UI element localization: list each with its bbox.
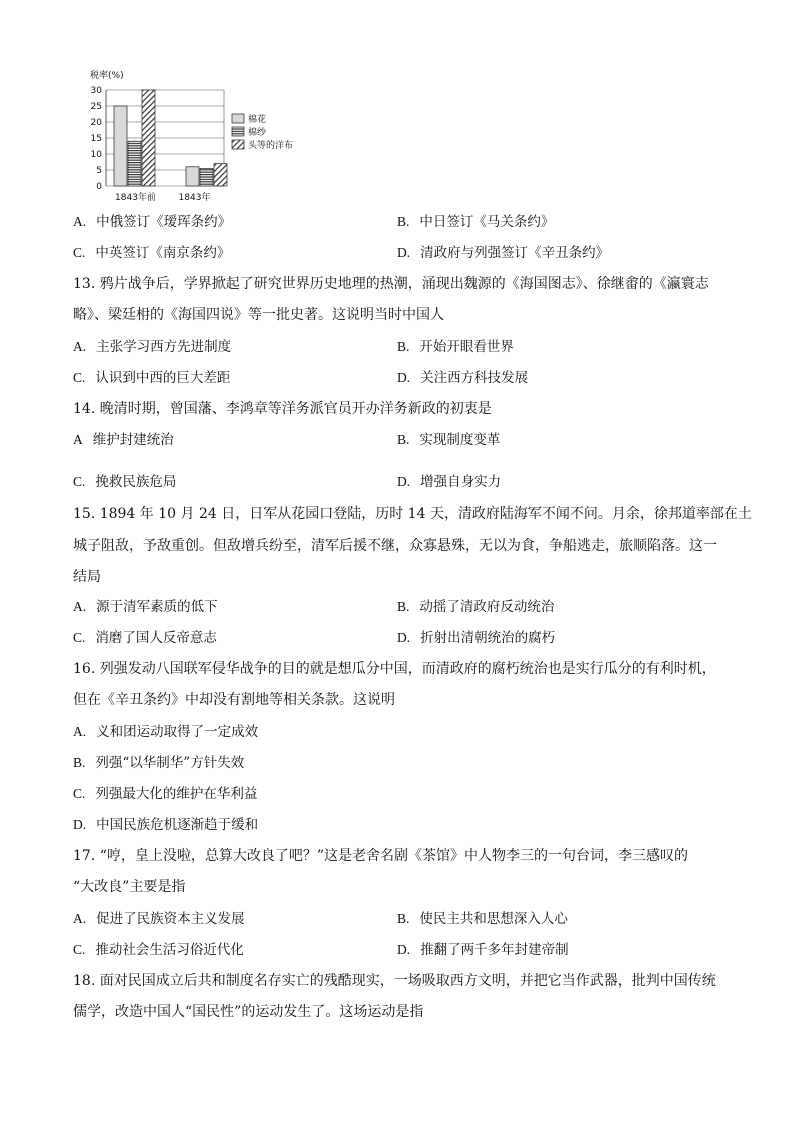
q15-stem-line-2: 城子阻敌，予敌重创。但敌增兵纷至，清军后援不继，众寡悬殊，无以为食，争船逃走，旅顺陷落。这一 [73, 538, 717, 554]
legend-swatch [232, 127, 244, 136]
y-tick-label: 0 [96, 182, 102, 192]
q15-option-c[interactable] [73, 630, 217, 646]
q14-stem-line-1: 14. 晚清时期，曾国藩、李鸿章等洋务派官员开办洋务新政的初衷是 [73, 401, 492, 417]
q13-option-d[interactable] [397, 370, 528, 386]
option-letter: B. [397, 339, 410, 354]
option-letter: D. [397, 474, 411, 489]
option-text: 动摇了清政府反动统治 [419, 599, 555, 615]
q12-option-b[interactable] [397, 214, 554, 230]
q13-stem-line-2: 略》、梁廷枏的《海国四说》等一批史著。这说明当时中国人 [73, 307, 444, 323]
q16-option-d[interactable] [73, 817, 258, 833]
legend-label: 棉纱 [248, 128, 267, 138]
option-text: 列强最大化的维护在华利益 [95, 786, 258, 802]
q17-stem-line-2: “大改良”主要是指 [73, 879, 186, 895]
q16-stem-line-2: 但在《辛丑条约》中却没有割地等相关条款。这说明 [73, 692, 395, 708]
q12-option-d[interactable] [397, 245, 609, 261]
legend-label: 头等的洋布 [248, 141, 294, 151]
option-text: 列强“以华制华”方针失效 [95, 755, 245, 771]
option-text: 促进了民族资本主义发展 [96, 911, 245, 927]
option-text: 中俄签订《瑷珲条约》 [96, 214, 232, 230]
q13-option-a[interactable] [73, 339, 231, 355]
option-letter: C. [73, 370, 86, 385]
option-text: 消磨了国人反帝意志 [95, 630, 217, 646]
option-letter: A. [73, 339, 87, 354]
option-letter: A. [73, 214, 87, 229]
option-letter: B. [397, 214, 410, 229]
option-text: 清政府与列强签订《辛丑条约》 [420, 245, 610, 261]
q15-stem-line-1: 15. 1894 年 10 月 24 日，日军从花园口登陆，历时 14 天，清政府陆海军不闻不问。月余，徐邦道率部在土 [73, 506, 752, 522]
q14-option-a[interactable] [73, 432, 174, 448]
tax-rate-bar-chart [70, 66, 310, 206]
bar-0-2 [142, 90, 155, 186]
y-tick-label: 5 [96, 166, 102, 176]
bar-1-1 [200, 168, 213, 186]
option-text: 开始开眼看世界 [419, 339, 514, 355]
q16-option-b[interactable] [73, 755, 244, 771]
q16-option-a[interactable] [73, 724, 258, 740]
q15-option-d[interactable] [397, 630, 555, 646]
legend-swatch [232, 114, 244, 123]
x-axis-ticks [115, 191, 210, 203]
option-letter: D. [397, 245, 411, 260]
x-tick-label: 1843年 [178, 193, 211, 203]
q14-option-c[interactable] [73, 474, 176, 490]
q13-option-c[interactable] [73, 370, 230, 386]
option-letter: C. [73, 630, 86, 645]
q13-option-b[interactable] [397, 339, 514, 355]
option-text: 使民主共和思想深入人心 [419, 911, 568, 927]
option-letter: B. [397, 599, 410, 614]
q16-stem-line-1: 16. 列强发动八国联军侵华战争的目的就是想瓜分中国，而清政府的腐朽统治也是实行瓜分的有利时机， [73, 661, 716, 677]
bar-0-1 [128, 141, 141, 186]
option-text: 义和团运动取得了一定成效 [96, 724, 259, 740]
option-letter: A. [73, 911, 87, 926]
option-letter: A. [73, 724, 87, 739]
q13-stem-line-1: 13. 鸦片战争后，学界掀起了研究世界历史地理的热潮，涌现出魏源的《海国图志》、徐继畬的《瀛寰志 [73, 276, 709, 292]
option-letter: C. [73, 942, 86, 957]
legend-swatch [232, 140, 244, 149]
q14-option-d[interactable] [397, 474, 501, 490]
option-text: 推翻了两千多年封建帝制 [420, 942, 569, 958]
y-tick-label: 25 [90, 102, 102, 112]
y-axis-ticks [91, 86, 103, 192]
option-letter: D. [397, 942, 411, 957]
option-text: 主张学习西方先进制度 [96, 339, 232, 355]
q15-option-a[interactable] [73, 599, 218, 615]
y-tick-label: 15 [90, 134, 102, 144]
option-text: 推动社会生活习俗近代化 [95, 942, 244, 958]
bar-1-2 [214, 164, 227, 186]
option-text: 中英签订《南京条约》 [95, 245, 231, 261]
q17-option-c[interactable] [73, 942, 244, 958]
q14-option-b[interactable] [397, 432, 500, 448]
y-tick-label: 30 [90, 86, 102, 96]
q18-stem-line-1: 18. 面对民国成立后共和制度名存实亡的残酷现实，一场吸取西方文明，并把它当作武器，批判中国传统 [73, 973, 716, 989]
x-tick-label: 1843年前 [115, 193, 156, 203]
option-letter: B. [397, 911, 410, 926]
option-letter: C. [73, 786, 86, 801]
y-axis-label: 税率(%) [90, 71, 124, 81]
option-text: 挽救民族危局 [95, 474, 177, 490]
option-text: 实现制度变革 [419, 432, 501, 448]
q16-option-c[interactable] [73, 786, 257, 802]
option-text: 源于清军素质的低下 [96, 599, 218, 615]
option-letter: A. [73, 599, 87, 614]
option-letter: B. [397, 432, 410, 447]
option-letter: B. [73, 755, 86, 770]
option-text: 维护封建统治 [92, 432, 174, 448]
option-text: 中日签订《马关条约》 [419, 214, 555, 230]
bar-1-0 [186, 167, 199, 186]
q15-stem-line-3: 结局 [73, 569, 101, 585]
option-letter: C. [73, 245, 86, 260]
option-letter: A [73, 432, 83, 447]
option-text: 关注西方科技发展 [420, 370, 529, 386]
bar-0-0 [114, 106, 127, 186]
option-letter: D. [397, 630, 411, 645]
option-letter: C. [73, 474, 86, 489]
q17-option-a[interactable] [73, 911, 245, 927]
q17-option-b[interactable] [397, 911, 568, 927]
q18-stem-line-2: 儒学，改造中国人“国民性”的运动发生了。这场运动是指 [73, 1004, 424, 1020]
option-text: 增强自身实力 [420, 474, 502, 490]
chart-legend [232, 113, 293, 151]
y-tick-label: 10 [90, 150, 102, 160]
q17-option-d[interactable] [397, 942, 569, 958]
option-letter: D. [397, 370, 411, 385]
option-text: 认识到中西的巨大差距 [95, 370, 231, 386]
legend-label: 棉花 [248, 115, 267, 125]
q12-option-a[interactable] [73, 214, 231, 230]
q17-stem-line-1: 17. “哼，皇上没啦，总算大改良了吧？”这是老舍名剧《茶馆》中人物李三的一句台词，李三感叹的 [73, 848, 689, 864]
q15-option-b[interactable] [397, 599, 554, 615]
option-letter: D. [73, 817, 87, 832]
option-text: 折射出清朝统治的腐朽 [420, 630, 556, 646]
option-text: 中国民族危机逐渐趋于缓和 [96, 817, 259, 833]
q12-option-c[interactable] [73, 245, 230, 261]
y-tick-label: 20 [90, 118, 102, 128]
